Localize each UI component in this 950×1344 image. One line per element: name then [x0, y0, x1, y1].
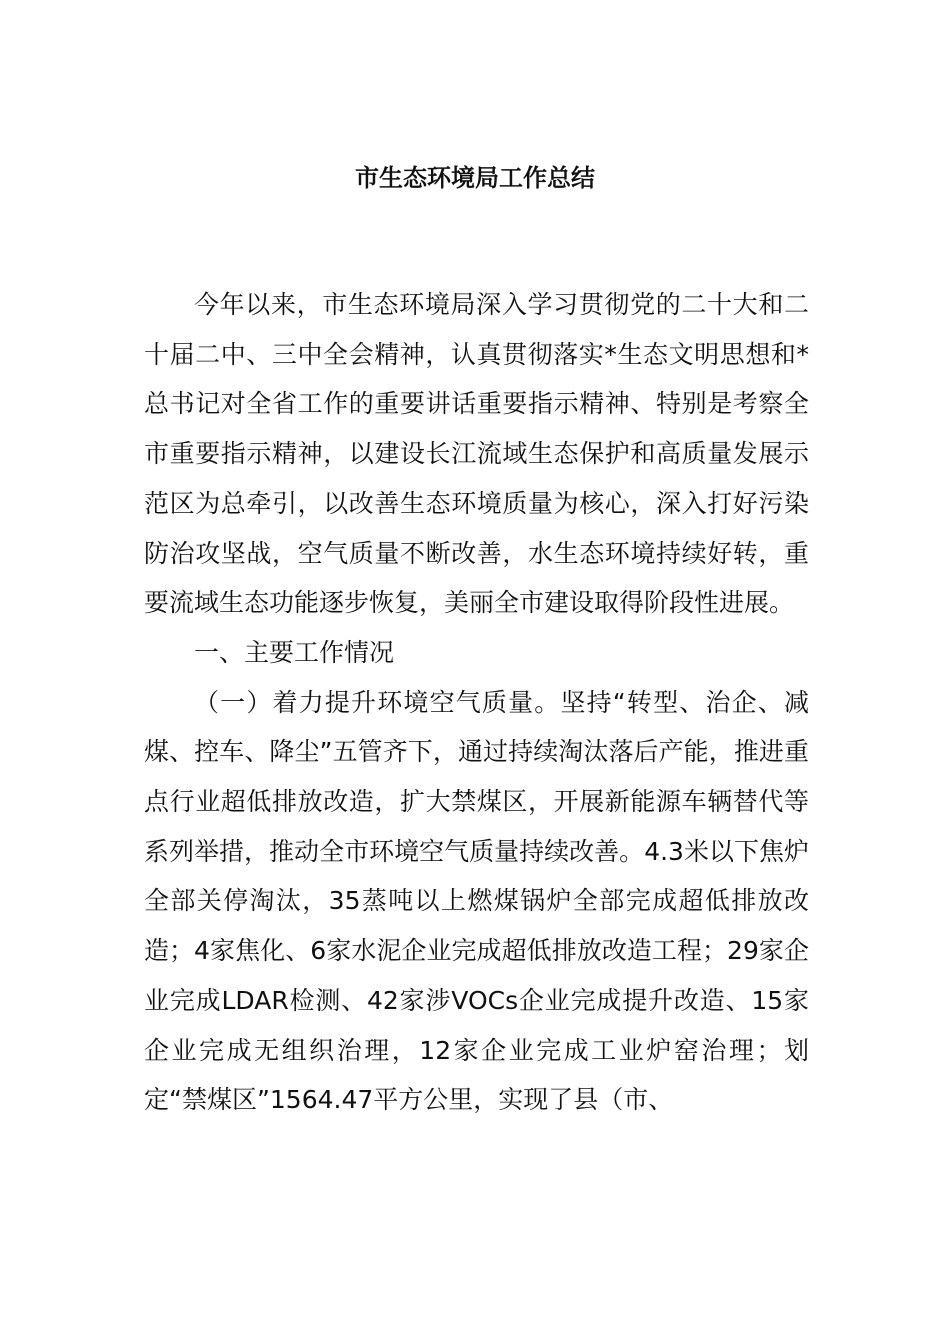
document-title: 市生态环境局工作总结 [355, 164, 595, 192]
document-body [144, 280, 809, 1125]
intro-paragraph: 今年以来，市生态环境局深入学习贯彻党的二十大和二十届二中、三中全会精神，认真贯彻落实*生态文明思想和*总书记对全省工作的重要讲话重要指示精神、特别是考察全市重要指示精神，以建设长江流域生态保护和高质量发展示范区为总牵引，以改善生态环境质量为核心，深入打好污染防治攻坚战，空气质量不断改善，水生态环境持续好转，重要流域生态功能逐步恢复，美丽全市建设取得阶段性进展。 [144, 290, 809, 618]
section-heading: 一、主要工作情况 [194, 637, 395, 667]
air-quality-paragraph: （一）着力提升环境空气质量。坚持“转型、治企、减煤、控车、降尘”五管齐下，通过持续淘汰落后产能，推进重点行业超低排放改造，扩大禁煤区，开展新能源车辆替代等系列举措，推动全市环境空气质量持续改善。4.3米以下焦炉全部关停淘汰，35蒸吨以上燃煤锅炉全部完成超低排放改造；4家焦化、6家水泥企业完成超低排放改造工程；29家企业完成LDAR检测、42家涉VOCs企业完成提升改造、15家企业完成无组织治理，12家企业完成工业炉窑治理；划定“禁煤区”1564.47平方公里，实现了县（市、 [144, 687, 809, 1115]
